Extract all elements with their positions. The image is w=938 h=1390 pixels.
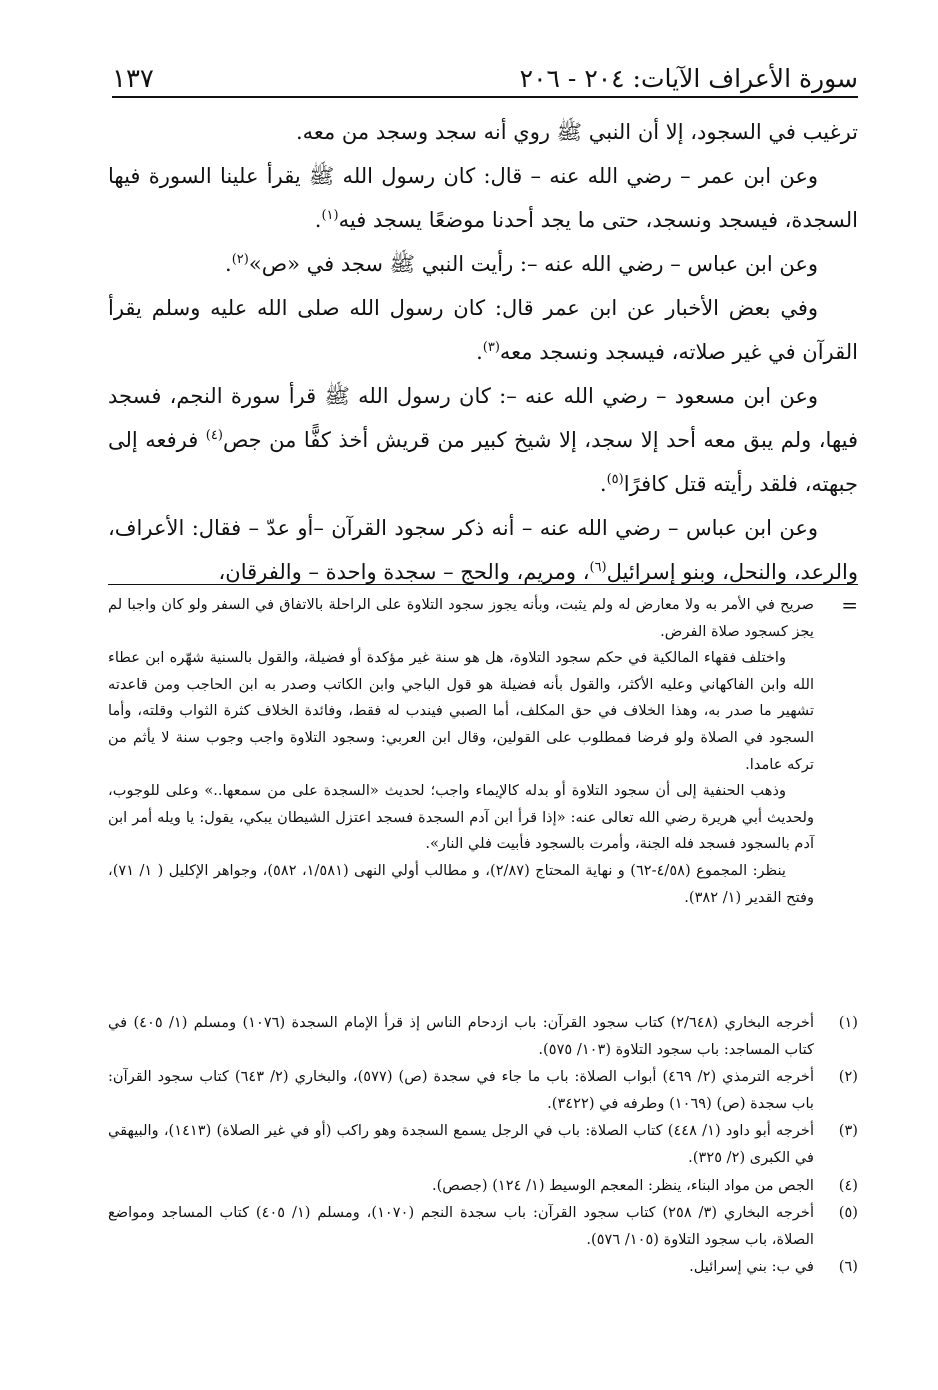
paragraph-6 — [108, 506, 858, 594]
footnote-ref-3[interactable]: (٣) — [482, 340, 500, 355]
footnote-ref-2[interactable]: (٢) — [231, 252, 249, 267]
footnote-3 — [108, 1118, 858, 1171]
footnote-continuation-mark: = — [841, 593, 858, 617]
paragraph-5-text-a: وعن ابن مسعود – رضي الله عنه –: كان رسول الله ﷺ قرأ سورة النجم، فسجد فيها، ولم يبق معه أحد إلا سجد، إلا شيخ كبير من قريش أخذ كفًّا من جص — [108, 384, 858, 452]
header-title: سورة الأعراف الآيات: ٢٠٤ - ٢٠٦ — [519, 64, 858, 93]
paragraph-6-text-a: وعن ابن عباس – رضي الله عنه – أنه ذكر سجود القرآن –أو عدّ – فقال: الأعراف، والرعد، والنحل، وبنو إسرائيل — [108, 516, 858, 584]
footnote-ref-1[interactable]: (١) — [321, 208, 339, 223]
footnote-6-text: في ب: بني إسرائيل. — [689, 1258, 814, 1276]
paragraph-4-text: وفي بعض الأخبار عن ابن عمر قال: كان رسول الله صلى الله عليه وسلم يقرأ القرآن في غير صلاته، فيسجد ونسجد معه — [108, 296, 858, 364]
note-paragraph-1: صريح في الأمر به ولا معارض له ولم يثبت، وبأنه يجوز سجود التلاوة على الراحلة بالاتفاق في السفر ولو كان واجبا لم يجز كسجود صلاة الفرض. — [108, 596, 814, 640]
footnote-2 — [108, 1064, 858, 1117]
footnote-4-text: الجص من مواد البناء، ينظر: المعجم الوسيط (١/ ١٢٤) (جصص). — [431, 1176, 814, 1194]
footnote-separator — [108, 584, 858, 585]
note-paragraph-3: وذهب الحنفية إلى أن سجود التلاوة أو بدله كالإيماء واجب؛ لحديث «السجدة على من سمعها..» وعلى للوجوب، ولحديث أبي هريرة رضي الله تعالى عنه: «إذا قرأ ابن آدم السجدة فسجد اعتزل الشيطان يبكي، يقول: يا ويله أمر ابن آدم بالسجود فسجد فله الجنة، وأمرت بالسجود فأبيت فلي النار». — [108, 782, 814, 853]
footnote-2-text: أخرجه الترمذي (٢/ ٤٦٩) أبواب الصلاة: باب ما جاء في سجدة (ص) (٥٧٧)، والبخاري (٢/ ٦٤٣) كتاب سجود القرآن: باب سجدة (ص) (١٠٦٩) وطرفه في (٣٤٢٢). — [108, 1068, 815, 1112]
running-header — [112, 46, 858, 94]
footnote-4 — [108, 1173, 858, 1200]
paragraph-2: وعن ابن عمر – رضي الله عنه – قال: كان رسول الله ﷺ يقرأ علينا السورة فيها السجدة، فيسجد ونسجد، حتى ما يجد أحدنا موضعًا يسجد فيه$^{(١)}$. — [108, 164, 858, 232]
paragraph-3: وعن ابن عباس – رضي الله عنه –: رأيت النبي ﷺ سجد في «ص»$^{(٢)}$. — [225, 252, 818, 276]
footnote-6-number: (٦) — [838, 1258, 858, 1276]
paragraph-6-text-b: ، ومريم، والحج – سجدة واحدة – والفرقان، — [218, 560, 590, 584]
footnote-3-text: أخرجه أبو داود (١/ ٤٤٨) كتاب الصلاة: باب في الرجل يسمع السجدة وهو راكب (أو في غير الصلاة) (١٤١٣)، والبيهقي في الكبرى (٢/ ٣٢٥). — [108, 1122, 815, 1166]
paragraph-4: وفي بعض الأخبار عن ابن عمر قال: كان رسول الله صلى الله عليه وسلم يقرأ القرآن في غير صلاته، فيسجد ونسجد معه$^{(٣)}$. — [108, 296, 858, 364]
footnote-5-text: أخرجه البخاري (٣/ ٢٥٨) كتاب سجود القرآن: باب سجدة النجم (١٠٧٠)، ومسلم (١/ ٤٠٥) كتاب المساجد ومواضع الصلاة، باب سجود التلاوة (١٠٥/ ٥٧٦). — [108, 1204, 815, 1248]
note-paragraph-4: ينظر: المجموع (٤/٥٨-٦٢) و نهاية المحتاج (٢/٨٧)، و مطالب أولي النهى (١/٥٨١، ٥٨٢)، وجواهر الإكليل ( ١/ ٧١)، وفتح القدير (١/ ٣٨٢). — [108, 861, 814, 906]
footnote-3-number: (٣) — [838, 1122, 858, 1140]
footnote-1 — [108, 1010, 858, 1063]
continued-footnote — [108, 592, 814, 911]
paragraph-1-text: ترغيب في السجود، إلا أن النبي ﷺ روي أنه سجد وسجد من معه. — [295, 120, 858, 144]
footnote-1-text: أخرجه البخاري (٢/٦٤٨) كتاب سجود القرآن: باب ازدحام الناس إذ قرأ الإمام السجدة (١٠٧٦) ومسلم (١/ ٤٠٥) في كتاب المساجد: باب سجود التلاوة (١٠٣/ ٥٧٥). — [108, 1014, 815, 1058]
note-paragraph-2: واختلف فقهاء المالكية في حكم سجود التلاوة، هل هو سنة غير مؤكدة أو فضيلة، والقول بالسنية شهّره ابن عطاء الله وابن الفاكهاني وعليه الأكثر، والقول بأنه فضيلة هو قول الباجي وابن الكاتب وصدر به ابن الحاجب ومن قاعدته تشهير ما صدر به، وهذا الخلاف في حق المكلف، أما الصبي فيندب له فقط، وفائدة الخلاف كثرة الثواب وقلته، وأما السجود في الصلاة ولو فرضا فمطلوب على القولين، وقال ابن العربي: وسجود التلاوة واجب وجوب سنة لا يأثم من تركه عامدا. — [108, 649, 814, 773]
paragraph-5: وعن ابن مسعود – رضي الله عنه –: كان رسول الله ﷺ قرأ سورة النجم، فسجد فيها، ولم يبق معه أحد إلا سجد، إلا شيخ كبير من قريش أخذ كفًّا من جص$^{(٤)}$ فرفعه إلى جبهته، فلقد رأيته قتل كافرًا$^{(٥)}$. — [108, 384, 858, 496]
footnote-5 — [108, 1200, 858, 1253]
footnote-ref-6[interactable]: (٦) — [589, 560, 607, 575]
paragraph-1 — [108, 110, 858, 154]
footnote-5-number: (٥) — [838, 1204, 858, 1222]
footnote-ref-5[interactable]: (٥) — [606, 472, 624, 487]
paragraph-5-text-b: فرفعه إلى جبهته، فلقد رأيته قتل كافرًا — [108, 428, 858, 496]
paragraph-3-text: وعن ابن عباس – رضي الله عنه –: رأيت النبي ﷺ سجد في «ص» — [248, 252, 818, 276]
footnote-1-number: (١) — [838, 1014, 858, 1031]
footnote-ref-4[interactable]: (٤) — [205, 428, 223, 443]
header-rule — [112, 96, 858, 98]
footnote-4-number: (٤) — [838, 1176, 858, 1194]
page-number: ١٣٧ — [112, 64, 154, 94]
footnote-6 — [108, 1254, 858, 1281]
main-text — [108, 110, 858, 594]
footnote-list — [108, 1010, 858, 1281]
footnote-2-number: (٢) — [838, 1068, 858, 1086]
paragraph-2-text: وعن ابن عمر – رضي الله عنه – قال: كان رسول الله ﷺ يقرأ علينا السورة فيها السجدة، فيسجد ونسجد، حتى ما يجد أحدنا موضعًا يسجد فيه — [108, 164, 858, 232]
